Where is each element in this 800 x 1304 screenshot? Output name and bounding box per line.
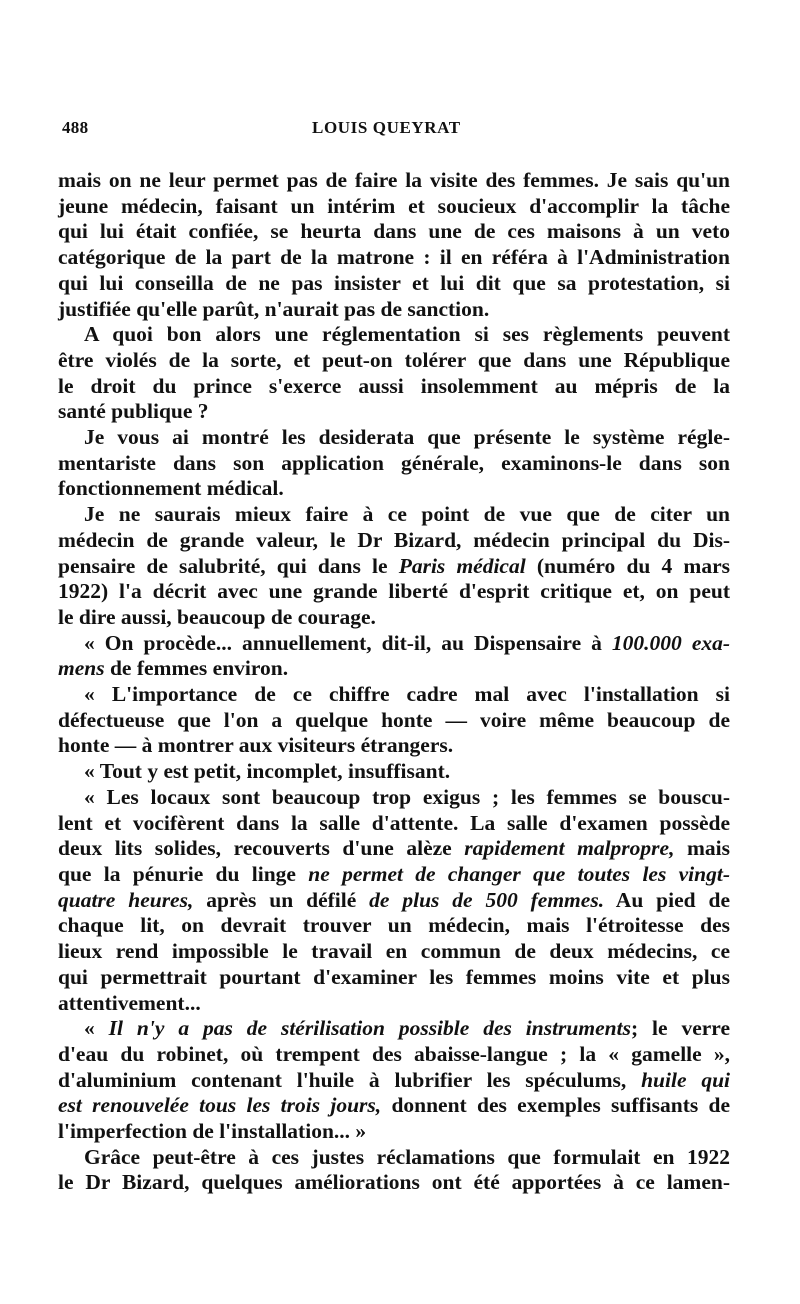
body-text (58, 168, 730, 1196)
text-line: attentivement... (58, 990, 201, 1015)
page-number: 488 (62, 118, 89, 137)
journal-title: Paris médical (398, 553, 526, 578)
emphasis: est renouvelée tous les trois jours, (58, 1093, 382, 1118)
emphasis: rapidement malpropre, (464, 836, 675, 861)
text-line: d'eau du robinet, où trempent des abaisse-langue ; la « gamelle », (58, 1041, 730, 1066)
text-line: défectueuse que l'on a quelque honte — voire même beaucoup de (58, 707, 730, 732)
text-line (58, 631, 730, 657)
text-line: jeune médecin, faisant un intérim et soucieux d'accomplir la tâche (58, 193, 730, 218)
text-line: mentariste dans son application générale, examinons-le dans son (58, 450, 730, 475)
text-line: le droit du prince s'exerce aussi insolemment au mépris de la (58, 373, 730, 398)
running-title: LOUIS QUEYRAT (312, 118, 461, 137)
text-line: qui lui était confiée, se heurta dans une de ces maisons à un veto (58, 219, 730, 244)
text-line (58, 656, 730, 682)
text-line: être violés de la sorte, et peut-on tolérer que dans une République (58, 347, 730, 372)
text-line (58, 1093, 730, 1119)
text-line: 1922) l'a décrit avec une grande liberté d'esprit critique et, on peut (58, 579, 730, 604)
text-line: médecin de grande valeur, le Dr Bizard, médecin principal du Dis- (58, 527, 730, 552)
text-line: santé publique ? (58, 399, 209, 424)
text-segment: donnent des exemples suffisants de (391, 1093, 731, 1118)
text-line: Je vous ai montré les desiderata que présente le système régle- (84, 425, 730, 450)
text-segment: mais (687, 836, 731, 861)
emphasis: 100.000 exa- (611, 630, 731, 655)
emphasis: ne permet de changer que toutes les vingt- (308, 861, 730, 886)
text-line: qui permettrait pourtant d'examiner les femmes moins vite et plus (58, 964, 730, 989)
text-line (58, 1068, 730, 1094)
text-line: « Les locaux sont beaucoup trop exigus ; les femmes se bouscu- (84, 784, 730, 809)
page-header (62, 118, 732, 146)
text-line: le Dr Bizard, quelques améliorations ont été apportées à ce lamen- (58, 1170, 730, 1195)
text-line: Je ne saurais mieux faire à ce point de vue que de citer un (84, 502, 730, 527)
text-line: « Tout y est petit, incomplet, insuffisant. (84, 759, 451, 784)
text-segment: après un défilé (206, 887, 357, 912)
text-line: l'imperfection de l'installation... » (58, 1119, 367, 1144)
text-line (58, 554, 730, 580)
emphasis: mens (58, 656, 105, 681)
text-line: A quoi bon alors une réglementation si ses règlements peuvent (84, 322, 730, 347)
text-segment: ; le verre (630, 1016, 730, 1041)
emphasis: huile qui (641, 1067, 730, 1092)
text-line: chaque lit, on devrait trouver un médecin, mais l'étroitesse des (58, 913, 730, 938)
text-segment: « (84, 1016, 95, 1041)
text-line: le dire aussi, beaucoup de courage. (58, 604, 376, 629)
text-line (58, 1016, 730, 1042)
emphasis: de plus de 500 femmes. (369, 887, 605, 912)
text-line: honte — à montrer aux visiteurs étrangers. (58, 733, 454, 758)
text-line: mais on ne leur permet pas de faire la visite des femmes. Je sais qu'un (58, 168, 730, 192)
text-segment: « On procède... annuellement, dit-il, au Dispensaire à (84, 630, 602, 655)
text-line: justifiée qu'elle parût, n'aurait pas de sanction. (58, 296, 490, 321)
text-line: fonctionnement médical. (58, 476, 284, 501)
text-segment: (numéro du 4 mars (536, 553, 730, 578)
text-segment: de femmes environ. (109, 656, 289, 681)
text-line: qui lui conseilla de ne pas insister et lui dit que sa protestation, si (58, 270, 730, 295)
text-line: lent et vocifèrent dans la salle d'attente. La salle d'examen possède (58, 810, 730, 835)
emphasis: quatre heures, (58, 887, 194, 912)
text-line (58, 862, 730, 888)
text-line: Grâce peut-être à ces justes réclamations que formulait en 1922 (84, 1144, 730, 1169)
text-line: lieux rend impossible le travail en commun de deux médecins, ce (58, 939, 730, 964)
text-line (58, 836, 730, 862)
emphasis: Il n'y a pas de stérilisation possible des instruments (108, 1016, 631, 1041)
text-segment: Au pied de (615, 887, 731, 912)
text-line (58, 888, 730, 914)
text-line: « L'importance de ce chiffre cadre mal avec l'installation si (84, 682, 730, 707)
text-line: catégorique de la part de la matrone : il en référa à l'Administration (58, 245, 730, 270)
text-segment: pensaire de salubrité, qui dans le (58, 553, 388, 578)
text-segment: que la pénurie du linge (58, 861, 296, 886)
text-segment: d'aluminium contenant l'huile à lubrifier les spéculums, (58, 1067, 627, 1092)
text-segment: deux lits solides, recouverts d'une alèze (58, 836, 452, 861)
